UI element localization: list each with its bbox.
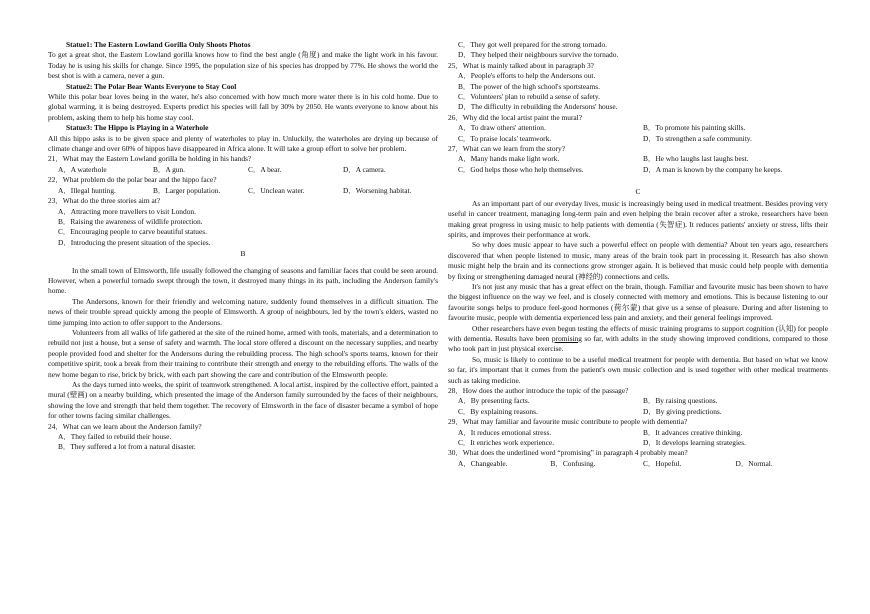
question-30-options bbox=[448, 459, 828, 469]
question-22: 22．What problem do the polar bear and the hippo face? bbox=[48, 175, 217, 185]
question-28: 28．How does the author introduce the topic of the passage? bbox=[448, 386, 629, 395]
option: B．It advances creative thinking. bbox=[643, 427, 743, 437]
statue3-text: All this hippo asks is to be given space and plenty of waterholes to play in. Unluckily, the waterholes are drying up because of climate change and over 60% of hippos have disappeared in Africa alone. It will take a group effort to solve her problem. bbox=[48, 133, 438, 154]
option: C．Unclean water. bbox=[248, 185, 305, 195]
question-23: 23．What do the three stories aim at? bbox=[48, 196, 161, 206]
question-25: 25．What is mainly talked about in paragraph 3? bbox=[448, 60, 594, 70]
statue2-title: Statue2: The Polar Bear Wants Everyone to Stay Cool bbox=[66, 81, 237, 91]
option: D．It develops learning strategies. bbox=[643, 438, 747, 448]
left-column bbox=[48, 40, 438, 453]
c-paragraph-1: As an important part of our everyday lives, music is increasingly being used in medical treatment. Besides proving very useful in cancer treatment, managing long-term pain and even helping the brain recover after a stroke, researchers have been making great progress in using music to help patients with dementia (失智症). It reduces patients' anxiety or stress, lifts their spirits, and improves their performance at work. bbox=[448, 198, 828, 239]
question-26: 26．Why did the local artist paint the mural? bbox=[448, 112, 583, 122]
statue2-text: While this polar bear loves being in the water, he's also concerned with how much more water there is in his cold home. Due to global warming, it is being destroyed. Experts predict his species will fall by 30% by 2050. He wants everyone to know about his problem, asking them to help his home stay cool. bbox=[48, 92, 438, 122]
option: B．They suffered a lot from a natural disaster. bbox=[58, 442, 196, 452]
option: C．Volunteers' plan to rebuild a sense of safety. bbox=[458, 92, 600, 102]
option: D．A man is known by the company he keeps. bbox=[643, 164, 783, 174]
option: A．By presenting facts. bbox=[458, 396, 530, 406]
option: C．They got well prepared for the strong tornado. bbox=[458, 40, 608, 49]
c-paragraph-3: It's not just any music that has a great effect on the brain, though. Familiar and favourite music has been shown to have the biggest influence on the way we feel, and is closely connected with memory and emotions. This is because listening to our favourite songs helps to produce feel-good hormones (荷尔蒙) that give us a sense of pleasure. During and after listening to favourite music, people with dementia experienced less pain and anxiety, and their general feelings improved. bbox=[448, 281, 828, 323]
option: A．It reduces emotional stress. bbox=[458, 427, 552, 437]
option: C．By explaining reasons. bbox=[458, 406, 538, 416]
section-b-heading: B bbox=[240, 249, 246, 259]
option: B．Confusing. bbox=[550, 458, 596, 468]
statue1-title: Statue1: The Eastern Lowland Gorilla Only Shoots Photos bbox=[66, 40, 251, 49]
option: C．To praise locals' teamwork. bbox=[458, 133, 552, 143]
option: B．The power of the high school's sportsteams. bbox=[458, 81, 600, 91]
underlined-word: promising bbox=[551, 333, 582, 343]
option: C．Encouraging people to carve beautiful statues. bbox=[58, 227, 207, 237]
c-paragraph-5: So, music is likely to continue to be a useful medical treatment for people with dementia. But based on what we know so far, it's important that it comes from the patient's own music collection and is used together with other medical treatments such as taking medicine. bbox=[448, 354, 828, 385]
b-paragraph-3: Volunteers from all walks of life gathered at the site of the ruined home, armed with tools, materials, and a determination to rebuild not just a house, but a sense of safety and warmth. The local store offered a discount on the necessary supplies, and nearby people provided food and shelter for the Andersons during the rebuilding process. The high school's sports teams, known for their competitive spirit, took a break from their training to contribute their strength and energy to the rebuilding efforts. The walls of the new home began to rise, brick by brick, with each part showing the care and contribution of the Elmsworth people. bbox=[48, 327, 438, 379]
option: C．Hopeful. bbox=[643, 458, 682, 468]
option: D．To strengthen a safe community. bbox=[643, 133, 752, 143]
question-24: 24．What can we learn about the Anderson family? bbox=[48, 421, 202, 431]
section-c-heading: C bbox=[635, 187, 641, 197]
option: C．A bear. bbox=[248, 164, 282, 174]
option: A．To draw others' attention. bbox=[458, 123, 546, 133]
option: A．Attracting more travellers to visit London. bbox=[58, 206, 196, 216]
option: A．People's efforts to help the Andersons out. bbox=[458, 71, 596, 81]
question-27-options bbox=[448, 154, 828, 164]
question-29-options bbox=[448, 428, 828, 438]
question-21-options bbox=[48, 165, 438, 175]
question-27: 27．What can we learn from the story? bbox=[448, 144, 565, 154]
statue3-title: Statue3: The Hippo is Playing in a Waterhole bbox=[66, 123, 209, 133]
question-27-options bbox=[448, 165, 828, 175]
option: A．Many hands make light work. bbox=[458, 154, 560, 164]
option: D．Introducing the present situation of the species. bbox=[58, 237, 211, 247]
option: C．It enriches work experience. bbox=[458, 438, 555, 448]
c-paragraph-4-end: so far, with adults in the study showing improved conditions, compared to those who took part in just physical exercise. bbox=[448, 333, 828, 354]
option: A．They failed to rebuild their house. bbox=[58, 432, 172, 442]
c-paragraph-4-start: Other researchers have even begun testing the effects of music training programs to support cognition (认知) for people with dementia. Results have been bbox=[448, 323, 828, 343]
option: A．Changeable. bbox=[458, 458, 508, 468]
question-22-options bbox=[48, 186, 438, 196]
c-paragraph-2: So why does music appear to have such a powerful effect on people with dementia? About ten years ago, researchers discovered that when people listened to music, many areas of the brain took part in processing it. Research has also shown music might help the brain and its connections grow stronger again. It is believed that music could help people with dementia by fixing or strengthening damaged neural (神经的) connections and cells. bbox=[448, 240, 828, 281]
option: A．A waterhole bbox=[58, 164, 107, 174]
right-column bbox=[448, 40, 828, 469]
option: B．A gun. bbox=[153, 164, 186, 174]
option: A．Illegal hunting. bbox=[58, 185, 116, 195]
option: B．By raising questions. bbox=[643, 396, 718, 406]
option: D．The difficulty in rebuilding the Andersons' house. bbox=[458, 102, 618, 112]
b-paragraph-4: As the days turned into weeks, the spirit of teamwork strengthened. A local artist, inspired by the collective effort, painted a mural (壁画) on a nearby building, which presented the image of the Anderson family surrounded by the faces of their neighbours, showing the love and strength that held them together. The recovery of Elmsworth in the face of disaster became a symbol of hope for other towns facing similar challenges. bbox=[48, 380, 438, 421]
option: D．A camera. bbox=[343, 164, 386, 174]
option: B．Larger population. bbox=[153, 185, 221, 195]
statue1-text: To get a great shot, the Eastern Lowland gorilla knows how to find the best angle (角度) and make the light work in his favour. Today he is using his skills for change. Since 1995, the population size of his species has dropped by 77%. He shows the world the best shot is with a camera, never a gun. bbox=[48, 50, 438, 81]
c-paragraph-4 bbox=[448, 324, 828, 355]
option: D．They helped their neighbours survive the tornado. bbox=[458, 50, 619, 60]
option: D．By giving predictions. bbox=[643, 406, 722, 416]
b-paragraph-1: In the small town of Elmsworth, life usually followed the changing of seasons and familiar faces that could be seen around. However, when a powerful tornado swept through the town, it destroyed many things in its path, including the Anderson family's home. bbox=[48, 265, 438, 296]
question-30: 30．What does the underlined word “promising” in paragraph 4 probably mean? bbox=[448, 448, 688, 458]
question-26-options bbox=[448, 134, 828, 144]
question-21: 21．What may the Eastern Lowland gorilla be holding in his hands? bbox=[48, 154, 252, 164]
option: C．God helps those who help themselves. bbox=[458, 164, 584, 174]
option: D．Normal. bbox=[735, 458, 773, 468]
option: B．To promote his painting skills. bbox=[643, 123, 746, 133]
b-paragraph-2: The Andersons, known for their friendly and welcoming nature, suddenly found themselves in a difficult situation. The news of their trouble spread quickly among the people of Elmsworth. A group of neighbours, led by the town's elders, wasted no time jumping into action to offer support to the Andersons. bbox=[48, 296, 438, 327]
question-28-options bbox=[448, 407, 828, 417]
option: B．He who laughs last laughs best. bbox=[643, 154, 749, 164]
question-29: 29．What may familiar and favourite music contribute to people with dementia? bbox=[448, 417, 688, 427]
question-26-options bbox=[448, 123, 828, 133]
question-29-options bbox=[448, 438, 828, 448]
option: D．Worsening habitat. bbox=[343, 185, 412, 195]
question-28-options bbox=[448, 396, 828, 406]
option: B．Raising the awareness of wildlife protection. bbox=[58, 216, 203, 226]
